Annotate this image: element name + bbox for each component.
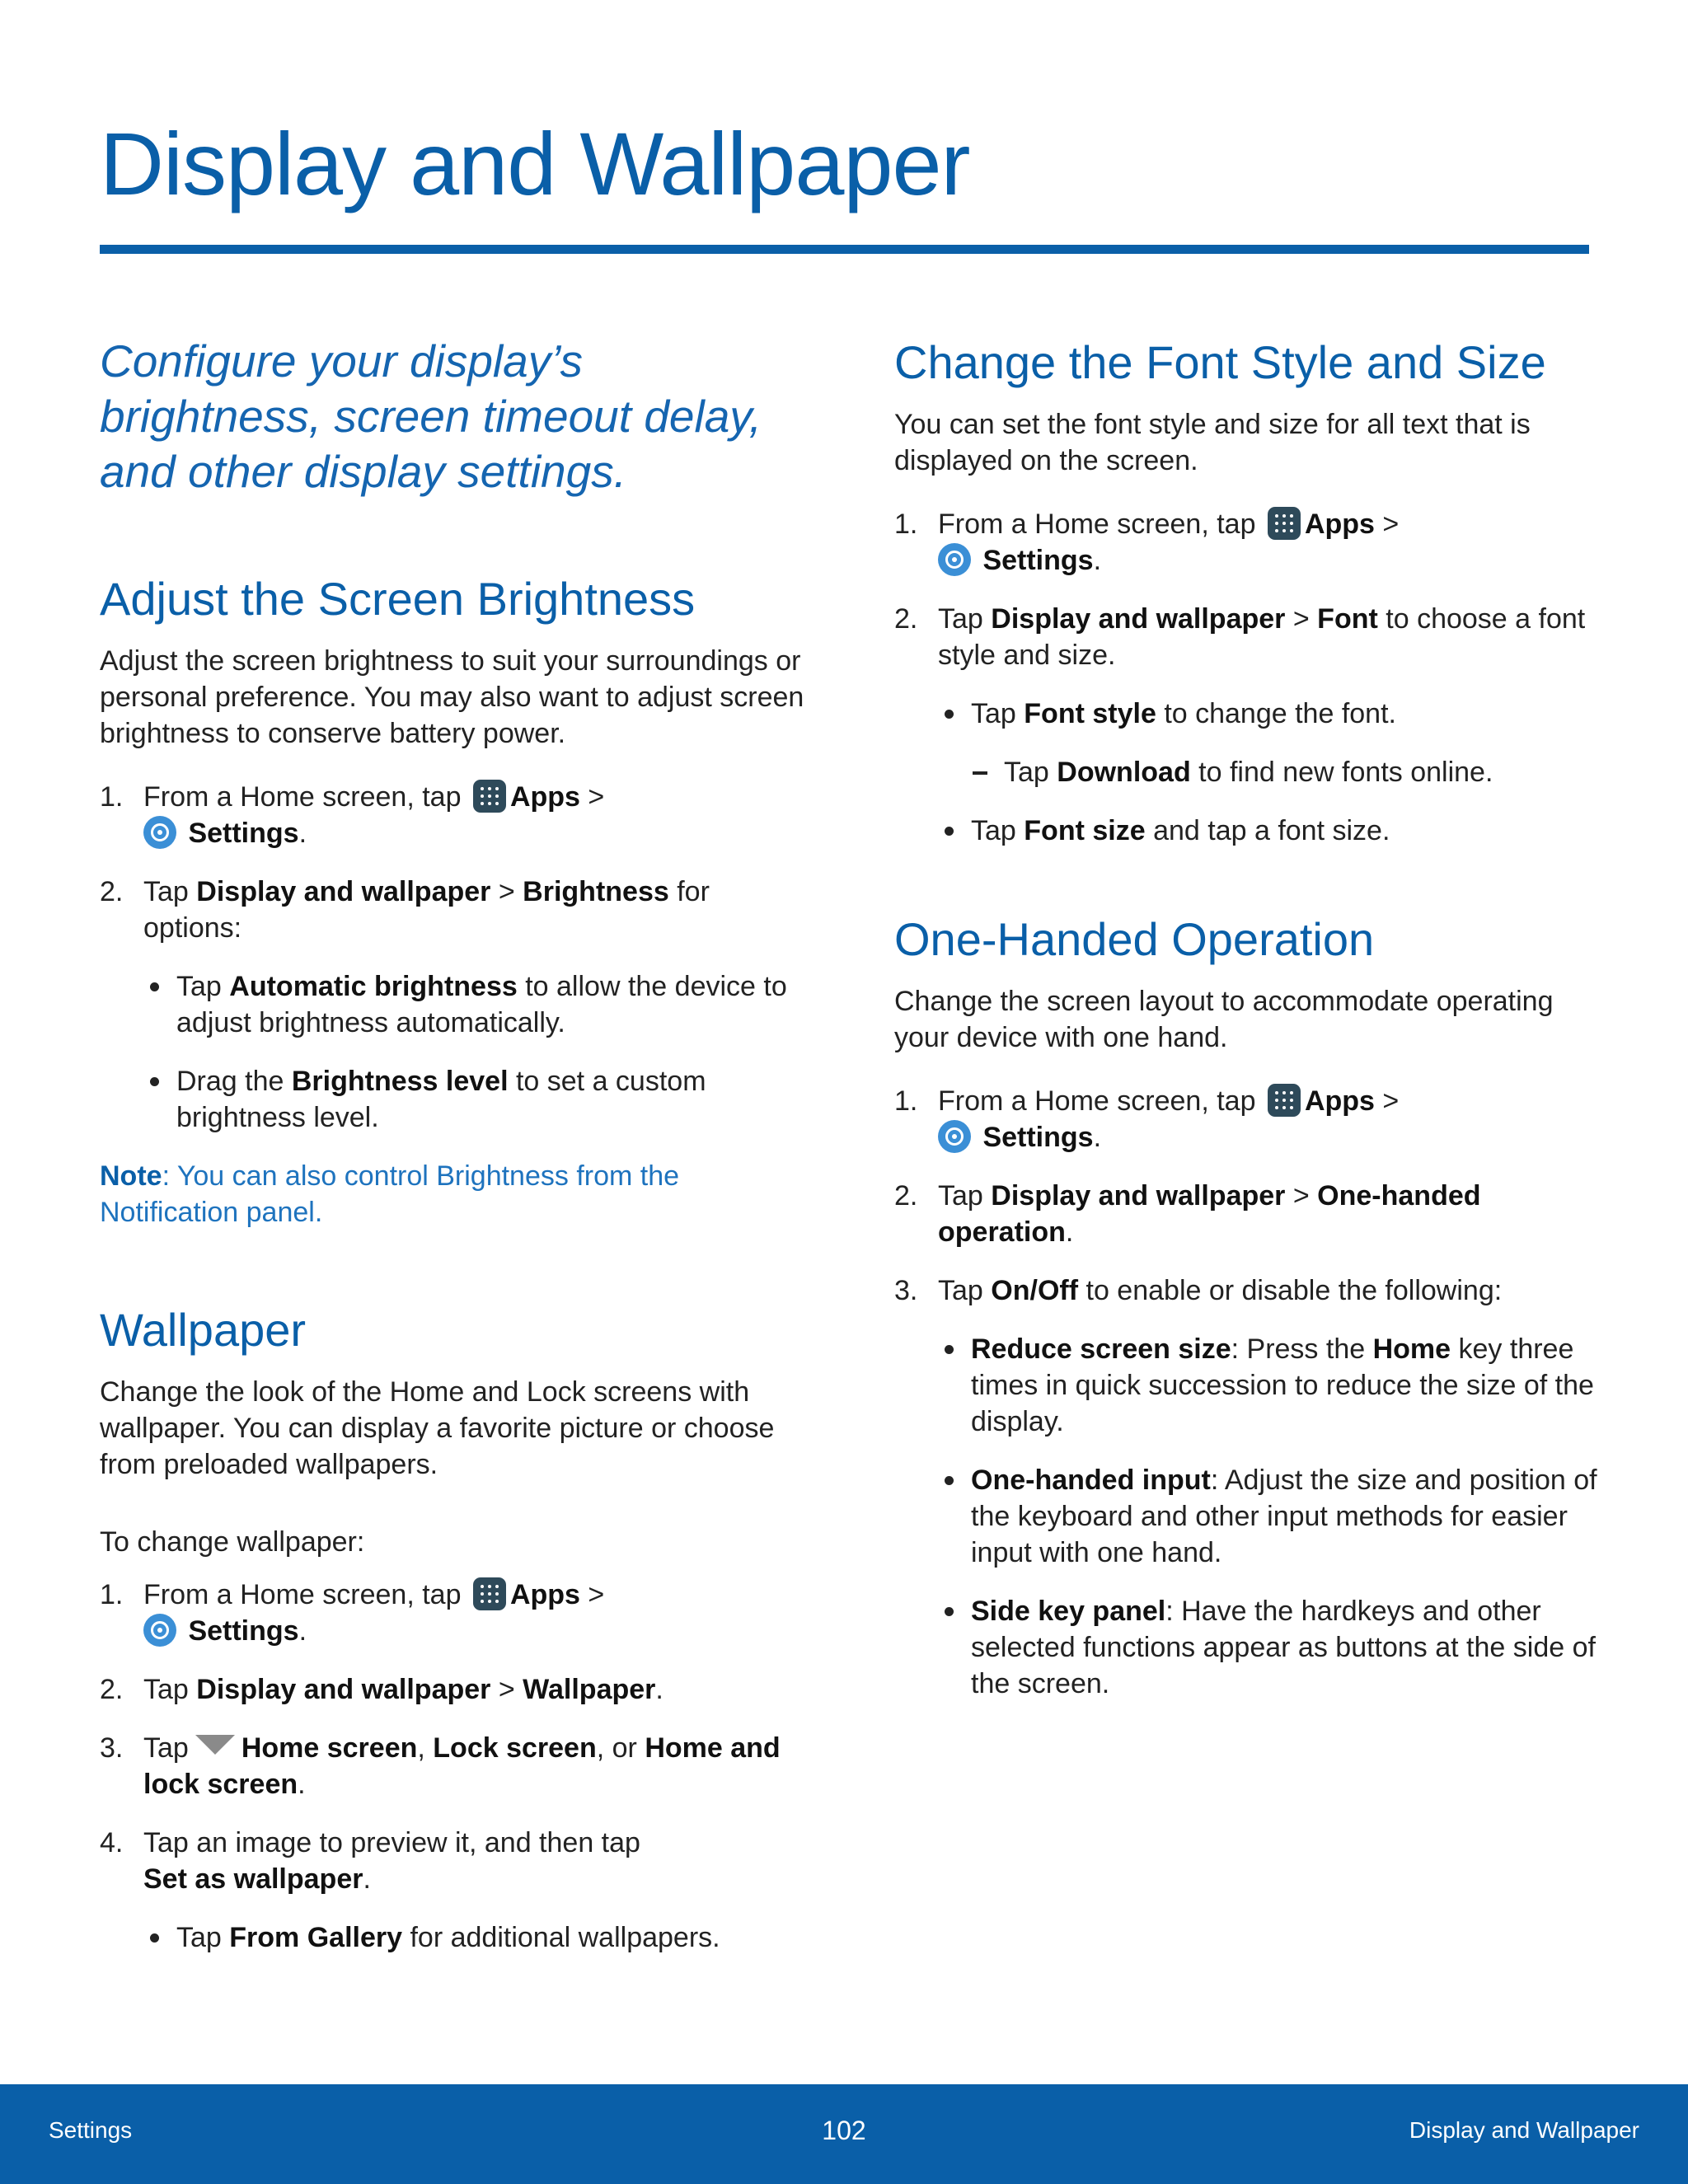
section-wallpaper [100, 1301, 809, 1956]
font-step-1: 1. From a Home screen, tap Apps > Settings. [894, 509, 1400, 576]
one-handed-desc: Change the screen layout to accommodate operating your device with one hand. [894, 986, 1554, 1053]
wallpaper-bullet-gallery: Tap From Gallery for additional wallpapers. [143, 1919, 809, 1956]
heading-font: Change the Font Style and Size [894, 336, 1546, 388]
apps-icon [1268, 1084, 1301, 1117]
wallpaper-desc: Change the look of the Home and Lock screens with wallpaper. You can display a favorite picture or choose from preloaded wallpapers. [100, 1376, 775, 1480]
one-handed-bullet-side-key: Side key panel: Have the hardkeys and other selected functions appear as buttons at the side of the screen. [938, 1593, 1603, 1702]
section-font [894, 334, 1603, 849]
font-step-2: 2. Tap Display and wallpaper > Font to choose a font style and size. [894, 603, 1586, 671]
heading-brightness: Adjust the Screen Brightness [100, 573, 696, 625]
font-bullet-size: Tap Font size and tap a font size. [938, 813, 1603, 849]
right-column [894, 334, 1603, 1773]
brightness-note: Note: You can also control Brightness from the Notification panel. [100, 1160, 680, 1228]
footer-chapter-label: Display and Wallpaper [1409, 2117, 1639, 2143]
left-column [100, 334, 809, 2027]
footer-section-label: Settings [49, 2117, 133, 2143]
settings-icon [938, 1120, 971, 1153]
wallpaper-step-3: 3. Tap Home screen, Lock screen, or Home and lock screen. [100, 1732, 781, 1800]
heading-one-handed: One-Handed Operation [894, 913, 1375, 965]
apps-icon [473, 1577, 506, 1610]
apps-icon [473, 780, 506, 813]
footer-page-number: 102 [822, 2116, 866, 2145]
title-rule [100, 245, 1589, 254]
one-handed-bullet-reduce: Reduce screen size: Press the Home key three times in quick succession to reduce the size of the display. [938, 1331, 1603, 1440]
wallpaper-step-2: 2. Tap Display and wallpaper > Wallpaper. [100, 1674, 663, 1705]
section-one-handed [894, 911, 1603, 1702]
wallpaper-step-1: 1. From a Home screen, tap Apps > Settings. [100, 1579, 605, 1647]
brightness-step-1: 1. From a Home screen, tap Apps > Settings. [100, 781, 605, 849]
wallpaper-to-change: To change wallpaper: [100, 1526, 365, 1558]
brightness-bullet-auto: Tap Automatic brightness to allow the device to adjust brightness automatically. [143, 968, 809, 1041]
brightness-bullet-level: Drag the Brightness level to set a custom brightness level. [143, 1063, 809, 1136]
settings-icon [938, 543, 971, 576]
settings-icon [143, 816, 176, 849]
footer-bar [0, 2084, 1688, 2184]
font-bullet-style: Tap Font style to change the font. [938, 696, 1603, 732]
brightness-desc: Adjust the screen brightness to suit your surroundings or personal preference. You may also want to adjust screen brightness to conserve battery power. [100, 645, 804, 749]
settings-icon [143, 1614, 176, 1647]
one-handed-bullet-input: One-handed input: Adjust the size and position of the keyboard and other input methods for easier input with one hand. [938, 1462, 1603, 1571]
heading-wallpaper: Wallpaper [100, 1304, 307, 1356]
one-handed-step-1: 1. From a Home screen, tap Apps > Settings. [894, 1085, 1400, 1153]
font-desc: You can set the font style and size for all text that is displayed on the screen. [894, 409, 1531, 476]
font-dash-download: Tap Download to find new fonts online. [971, 754, 1603, 790]
one-handed-step-3: 3. Tap On/Off to enable or disable the following: [894, 1275, 1503, 1306]
apps-icon [1268, 507, 1301, 540]
intro-text: Configure your display’s brightness, screen timeout delay, and other display settings. [100, 335, 762, 497]
dropdown-triangle-icon [195, 1735, 235, 1755]
one-handed-step-2: 2. Tap Display and wallpaper > One-handed operation. [894, 1180, 1481, 1248]
page-title: Display and Wallpaper [100, 114, 970, 213]
wallpaper-step-4: 4. Tap an image to preview it, and then tap Set as wallpaper. [100, 1827, 640, 1895]
brightness-step-2: 2. Tap Display and wallpaper > Brightness for options: [100, 876, 710, 944]
section-brightness [100, 570, 809, 1230]
